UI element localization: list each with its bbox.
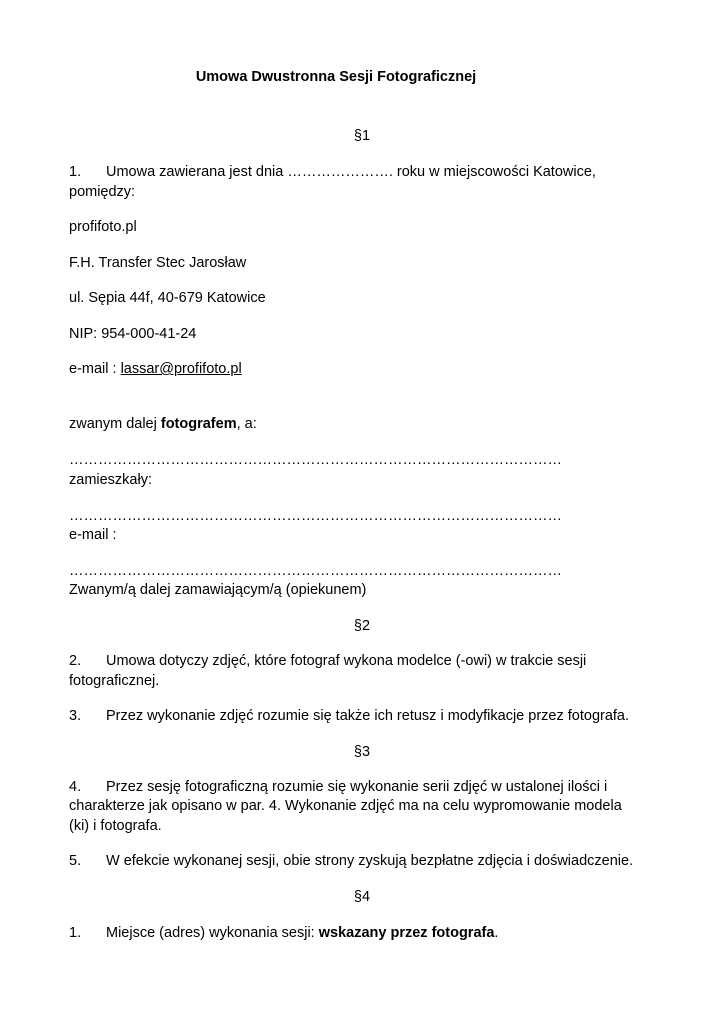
definition-prefix: zwanym dalej [69, 416, 161, 432]
company-address: ul. Sępia 44f, 40-679 Katowice [69, 290, 266, 306]
paragraph-text: Umowa dotyczy zdjęć, które fotograf wykona modelce (-owi) w trakcie sesji [106, 653, 587, 669]
client-definition: Zwanym/ą dalej zamawiającym/ą (opiekunem) [69, 582, 367, 598]
paragraph-3 [69, 707, 629, 725]
email-label: e-mail : [69, 361, 121, 377]
section-1-heading: §1 [353, 128, 371, 144]
paragraph-4-continuation-1: charakterze jak opisano w par. 4. Wykonanie zdjęć ma na celu wypromowanie modela [69, 798, 622, 814]
paragraph-number: 1. [69, 164, 82, 180]
paragraph-2 [69, 652, 586, 670]
paragraph-text-suffix: . [494, 925, 499, 941]
client-email-label: e-mail : [69, 527, 117, 543]
company-owner: F.H. Transfer Stec Jarosław [69, 255, 247, 271]
paragraph-text: W efekcie wykonanej sesji, obie strony zyskują bezpłatne zdjęcia i doświadczenie. [106, 853, 634, 869]
section-4-paragraph-1 [69, 924, 498, 942]
paragraph-text: Przez sesję fotograficzną rozumie się wykonanie serii zdjęć w ustalonej ilości i [106, 779, 608, 795]
paragraph-text-bold: wskazany przez fotografa [318, 925, 495, 941]
paragraph-4-continuation-2: (ki) i fotografa. [69, 818, 162, 834]
section-2-heading: §2 [353, 618, 371, 634]
definition-term: fotografem [160, 416, 237, 432]
residence-label: zamieszkały: [69, 472, 152, 488]
section-3-heading: §3 [353, 744, 371, 760]
fill-in-line-client-name: ………………………………………………………………………………………… [69, 452, 562, 468]
paragraph-5 [69, 852, 633, 870]
paragraph-number: 1. [69, 925, 82, 941]
photographer-definition [69, 415, 257, 433]
paragraph-text: Przez wykonanie zdjęć rozumie się także ich retusz i modyfikacje przez fotografa. [106, 708, 630, 724]
paragraph-number: 2. [69, 653, 82, 669]
paragraph-number: 4. [69, 779, 82, 795]
paragraph-1 [69, 163, 596, 181]
paragraph-number: 5. [69, 853, 82, 869]
company-email-line [69, 360, 242, 378]
document-title: Umowa Dwustronna Sesji Fotograficznej [195, 69, 477, 85]
company-nip: NIP: 954-000-41-24 [69, 326, 197, 342]
paragraph-4 [69, 778, 607, 796]
section-4-heading: §4 [353, 889, 371, 905]
paragraph-1-continuation: pomiędzy: [69, 184, 136, 200]
fill-in-line-residence: ………………………………………………………………………………………… [69, 508, 562, 524]
paragraph-number: 3. [69, 708, 82, 724]
paragraph-2-continuation: fotograficznej. [69, 673, 160, 689]
email-link[interactable]: lassar@profifoto.pl [120, 361, 242, 377]
definition-suffix: , a: [236, 416, 257, 432]
fill-in-line-email: ………………………………………………………………………………………… [69, 563, 562, 579]
company-name: profifoto.pl [69, 219, 137, 235]
paragraph-text: Umowa zawierana jest dnia …………………. roku w miejscowości Katowice, [106, 164, 596, 180]
paragraph-text-prefix: Miejsce (adres) wykonania sesji: [106, 925, 319, 941]
